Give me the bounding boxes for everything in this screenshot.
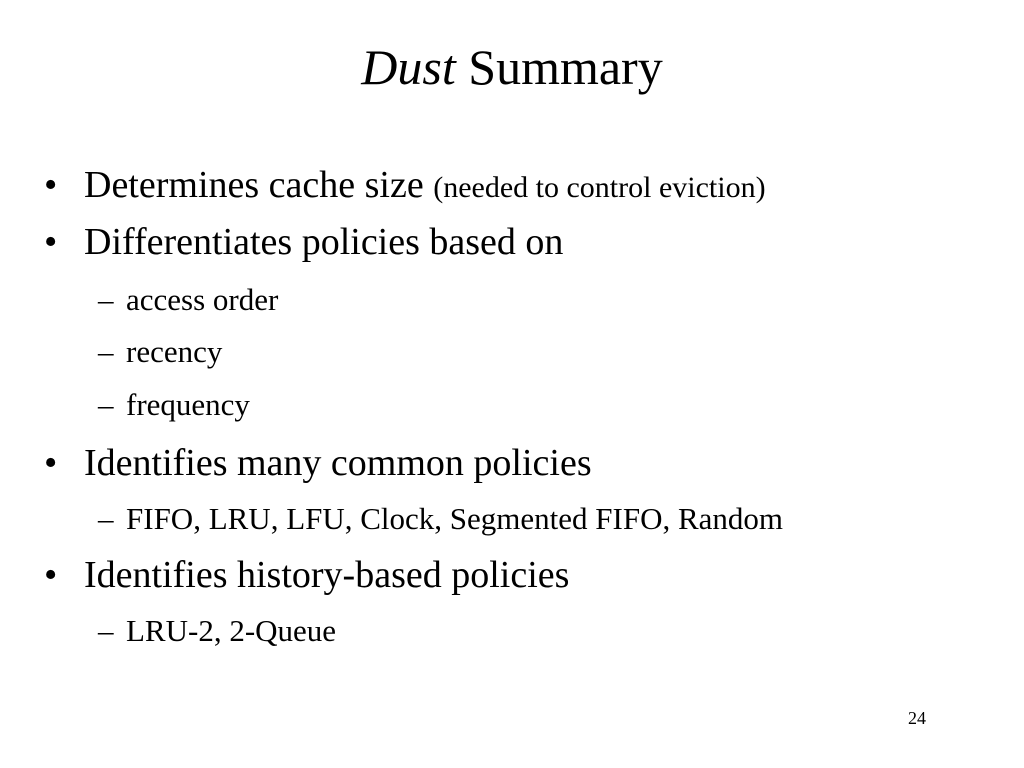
bullet-differentiates-policies [44, 219, 563, 265]
sub-text: FIFO, LRU, LFU, Clock, Segmented FIFO, Random [126, 501, 784, 536]
bullet-identifies-common-policies [44, 440, 592, 486]
bullet-dot: • [44, 164, 58, 206]
bullet-text: Identifies many common policies [84, 442, 592, 484]
bullet-text: Identifies history-based policies [84, 554, 570, 596]
bullet-dot: • [44, 221, 58, 263]
sub-dash: – [98, 334, 114, 369]
bullet-dot: • [44, 442, 58, 484]
bullet-text: Differentiates policies based on [84, 221, 564, 263]
sub-text: frequency [126, 387, 250, 422]
sub-text: LRU-2, 2-Queue [126, 613, 337, 648]
sub-dash: – [98, 387, 114, 422]
page-number: 24 [908, 708, 926, 728]
slide-title [0, 34, 1024, 100]
sub-dash: – [98, 501, 114, 536]
bullet-note: (needed to control eviction) [433, 171, 766, 204]
sub-item-history-list [98, 612, 336, 650]
sub-text: recency [126, 334, 223, 369]
bullet-text: Determines cache size [84, 164, 424, 206]
sub-item-policy-list [98, 500, 783, 538]
sub-dash: – [98, 613, 114, 648]
sub-item-access-order [98, 281, 278, 319]
bullet-determines-cache-size [44, 162, 766, 211]
sub-text: access order [126, 282, 279, 317]
title-rest: Summary [468, 39, 663, 95]
bullet-identifies-history-policies [44, 552, 569, 598]
sub-item-frequency [98, 386, 250, 424]
bullet-dot: • [44, 554, 58, 596]
sub-dash: – [98, 282, 114, 317]
sub-item-recency [98, 333, 222, 371]
title-italic: Dust [361, 39, 456, 95]
